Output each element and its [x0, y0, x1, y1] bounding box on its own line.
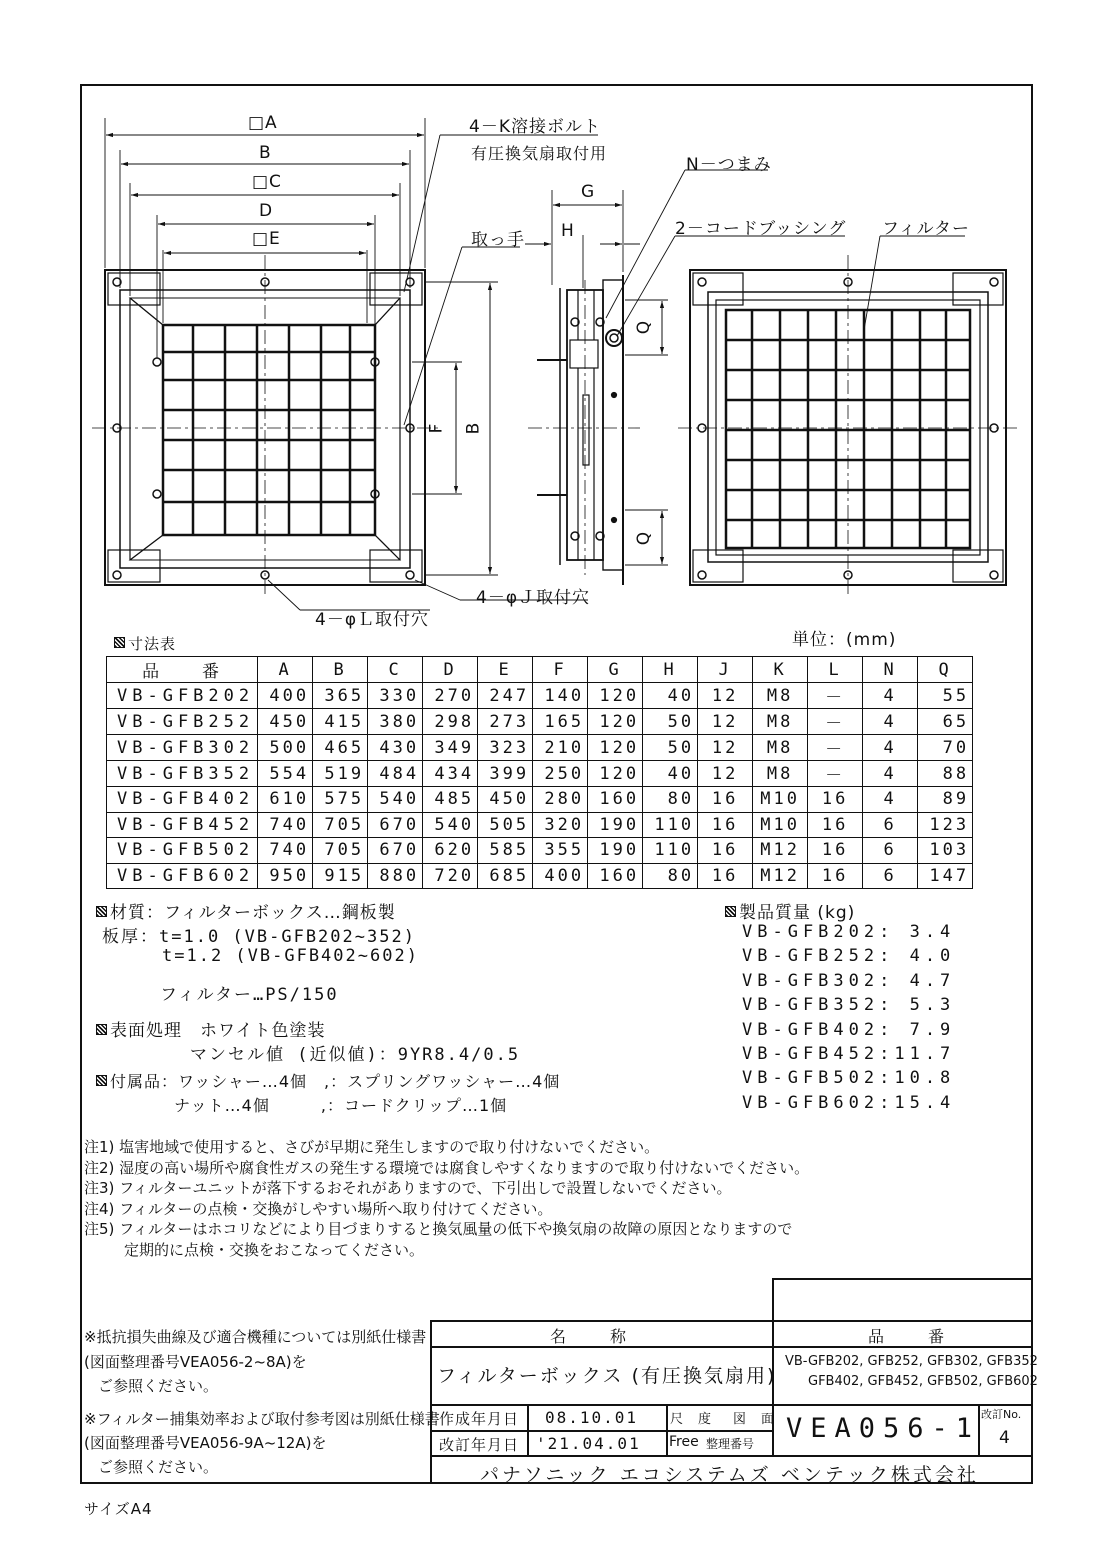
- table-header-cell: A: [258, 657, 313, 683]
- spec-accessories-1-text: 付属品：ワッシャー…4個 ,：スプリングワッシャー…4個: [110, 1072, 561, 1091]
- table-header-cell: D: [423, 657, 478, 683]
- table-cell: 165: [533, 709, 588, 735]
- tb-scale-label: 尺 度: [670, 1412, 713, 1427]
- reference-line: ご参照ください。: [98, 1377, 219, 1395]
- table-cell: 280: [533, 787, 588, 813]
- table-row: [107, 735, 973, 761]
- tb-name-header: 名 称: [550, 1327, 631, 1346]
- weight-item: VB-GFB252: 4.0: [742, 946, 956, 967]
- table-cell: 12: [698, 709, 753, 735]
- table-cell: 40: [643, 683, 698, 709]
- table-cell: 365: [313, 683, 368, 709]
- table-cell: 400: [258, 683, 313, 709]
- dim-label-g: G: [581, 182, 596, 202]
- spec-munsell: マンセル値 (近似値)：9YR8.4/0.5: [190, 1045, 521, 1065]
- dim-label-f: F: [426, 422, 447, 434]
- table-cell: 434: [423, 761, 478, 787]
- tb-line: [772, 1320, 774, 1456]
- table-cell: 585: [478, 838, 533, 864]
- reference-line: ご参照ください。: [98, 1458, 219, 1476]
- dimension-table-title-text: 寸法表: [128, 635, 177, 653]
- weight-item: VB-GFB352: 5.3: [742, 995, 956, 1016]
- section-mark-icon: [96, 1075, 107, 1086]
- table-cell: 12: [698, 735, 753, 761]
- table-cell: M12: [753, 863, 808, 889]
- table-cell: M10: [753, 787, 808, 813]
- spec-accessories-1: [96, 1069, 560, 1092]
- dim-label-h: H: [561, 221, 575, 241]
- table-cell: 16: [698, 812, 753, 838]
- table-cell: 670: [368, 812, 423, 838]
- tb-part-line-2: GFB402, GFB452, GFB502, GFB602: [808, 1374, 1038, 1389]
- weight-item: VB-GFB502:10.8: [742, 1068, 956, 1089]
- bolt-label: 4－K溶接ボルト: [469, 117, 601, 137]
- table-cell: 4: [863, 709, 918, 735]
- table-cell: 210: [533, 735, 588, 761]
- table-cell: 16: [698, 863, 753, 889]
- table-cell: 415: [313, 709, 368, 735]
- table-row: [107, 683, 973, 709]
- tb-revised-label: 改訂年月日: [439, 1436, 520, 1454]
- table-cell: 880: [368, 863, 423, 889]
- tb-line: [430, 1455, 1033, 1457]
- table-cell: 484: [368, 761, 423, 787]
- table-cell: M8: [753, 761, 808, 787]
- table-cell: 147: [918, 863, 973, 889]
- table-cell: 355: [533, 838, 588, 864]
- table-header-cell: K: [753, 657, 808, 683]
- table-cell: 740: [258, 838, 313, 864]
- reference-line: ※抵抗損失曲線及び適合機種については別紙仕様書: [84, 1328, 427, 1346]
- reference-line: (図面整理番号VEA056-9A~12A)を: [84, 1434, 327, 1452]
- table-cell: 323: [478, 735, 533, 761]
- table-cell: 12: [698, 683, 753, 709]
- table-cell: 12: [698, 761, 753, 787]
- table-cell: 250: [533, 761, 588, 787]
- tb-created-date: 08.10.01: [545, 1408, 639, 1427]
- table-cell: 190: [588, 838, 643, 864]
- table-cell: 120: [588, 761, 643, 787]
- table-cell: 16: [808, 838, 863, 864]
- dimension-table-title: [114, 633, 176, 654]
- table-header-cell: 品 番: [107, 657, 258, 683]
- table-cell: 123: [918, 812, 973, 838]
- table-header-cell: H: [643, 657, 698, 683]
- tb-line: [430, 1430, 774, 1432]
- table-cell: 65: [918, 709, 973, 735]
- table-cell: －: [808, 683, 863, 709]
- tb-line: [527, 1404, 529, 1456]
- weight-item: VB-GFB402: 7.9: [742, 1019, 956, 1040]
- table-cell: 519: [313, 761, 368, 787]
- tb-line: [430, 1320, 432, 1484]
- front-view: [92, 118, 598, 610]
- dim-label-q-bottom: Q: [634, 530, 655, 546]
- table-cell: M8: [753, 683, 808, 709]
- reference-line: (図面整理番号VEA056-2~8A)を: [84, 1353, 307, 1371]
- filter-label: フィルター: [882, 219, 970, 239]
- back-view: [678, 236, 1018, 598]
- spec-material: [96, 898, 396, 923]
- dim-label-b-side: B: [463, 421, 484, 435]
- table-cell: 50: [643, 709, 698, 735]
- weights-title-text: 製品質量 (kg): [739, 903, 856, 923]
- weight-item: VB-GFB602:15.4: [742, 1092, 956, 1113]
- table-cell: 685: [478, 863, 533, 889]
- table-cell: VB-GFB602: [107, 863, 258, 889]
- table-cell: VB-GFB452: [107, 812, 258, 838]
- tb-rev-value: 4: [999, 1428, 1011, 1448]
- knob-label: N－つまみ: [686, 155, 772, 175]
- tb-revised-date: '21.04.01: [536, 1434, 641, 1453]
- bushing-label: 2－コードブッシング: [675, 219, 847, 239]
- table-cell: 120: [588, 683, 643, 709]
- table-cell: 160: [588, 787, 643, 813]
- table-cell: VB-GFB302: [107, 735, 258, 761]
- table-cell: VB-GFB502: [107, 838, 258, 864]
- tb-line: [430, 1320, 1033, 1322]
- table-row: [107, 761, 973, 787]
- tb-line: [772, 1278, 1033, 1280]
- table-cell: 120: [588, 735, 643, 761]
- table-cell: 120: [588, 709, 643, 735]
- spec-surface: [96, 1016, 326, 1041]
- table-cell: 40: [643, 761, 698, 787]
- dimension-table: [106, 656, 973, 889]
- weights-title: [725, 898, 855, 923]
- dim-label-c: □C: [252, 172, 282, 192]
- table-cell: 430: [368, 735, 423, 761]
- table-cell: 80: [643, 863, 698, 889]
- table-cell: 4: [863, 761, 918, 787]
- table-cell: 16: [698, 838, 753, 864]
- section-mark-icon: [96, 906, 107, 917]
- tb-drawing-number: VEA056-1: [786, 1413, 981, 1444]
- tb-product-name: フィルターボックス (有圧換気扇用): [437, 1365, 777, 1387]
- table-cell: 705: [313, 812, 368, 838]
- table-header-cell: C: [368, 657, 423, 683]
- table-cell: 740: [258, 812, 313, 838]
- table-cell: 140: [533, 683, 588, 709]
- table-cell: 247: [478, 683, 533, 709]
- table-cell: 88: [918, 761, 973, 787]
- table-cell: 6: [863, 838, 918, 864]
- section-mark-icon: [96, 1024, 107, 1035]
- table-cell: 950: [258, 863, 313, 889]
- table-cell: 16: [808, 863, 863, 889]
- table-cell: －: [808, 761, 863, 787]
- dim-label-q-top: Q: [634, 319, 655, 335]
- table-cell: 540: [368, 787, 423, 813]
- dim-label-b: B: [259, 143, 272, 163]
- table-cell: 190: [588, 812, 643, 838]
- table-cell: 16: [698, 787, 753, 813]
- hole-j-label: 4－φＪ取付穴: [476, 588, 591, 608]
- table-cell: 450: [478, 787, 533, 813]
- table-cell: 4: [863, 735, 918, 761]
- table-cell: 320: [533, 812, 588, 838]
- table-cell: 720: [423, 863, 478, 889]
- table-cell: M8: [753, 735, 808, 761]
- table-cell: －: [808, 709, 863, 735]
- table-cell: VB-GFB352: [107, 761, 258, 787]
- spec-filter: フィルター…PS/150: [160, 985, 339, 1005]
- handle-label: 取っ手: [471, 230, 525, 250]
- table-cell: 505: [478, 812, 533, 838]
- table-cell: 575: [313, 787, 368, 813]
- unit-label: 単位：(mm): [792, 630, 897, 650]
- tb-drawing-label-2: 整理番号: [706, 1437, 755, 1451]
- table-row: [107, 709, 973, 735]
- table-cell: 400: [533, 863, 588, 889]
- weight-item: VB-GFB452:11.7: [742, 1044, 956, 1064]
- table-row: [107, 787, 973, 813]
- table-cell: 160: [588, 863, 643, 889]
- tb-part-line-1: VB-GFB202, GFB252, GFB302, GFB352: [785, 1354, 1038, 1369]
- table-cell: 554: [258, 761, 313, 787]
- table-cell: 399: [478, 761, 533, 787]
- tb-drawing-label: 図 面: [733, 1412, 776, 1427]
- table-cell: VB-GFB202: [107, 683, 258, 709]
- spec-accessories-2: ナット…4個 ,：コードクリップ…1個: [174, 1096, 508, 1115]
- table-header-cell: J: [698, 657, 753, 683]
- note-line: 注2) 湿度の高い場所や腐食性ガスの発生する環境では腐食しやすくなりますので取り付けないでください。: [84, 1158, 810, 1177]
- dim-label-e: □E: [252, 229, 281, 249]
- table-header-cell: B: [313, 657, 368, 683]
- note-line: 注1) 塩害地域で使用すると、さびが早期に発生しますので取り付けないでください。: [84, 1138, 660, 1156]
- reference-line: ※フィルター捕集効率および取付参考図は別紙仕様書: [84, 1410, 440, 1428]
- table-cell: 465: [313, 735, 368, 761]
- table-row: [107, 838, 973, 864]
- table-cell: 705: [313, 838, 368, 864]
- table-cell: 89: [918, 787, 973, 813]
- table-header-cell: F: [533, 657, 588, 683]
- table-header-cell: N: [863, 657, 918, 683]
- table-cell: 6: [863, 812, 918, 838]
- table-header-cell: Q: [918, 657, 973, 683]
- table-cell: M10: [753, 812, 808, 838]
- table-cell: 110: [643, 812, 698, 838]
- dim-label-d: D: [259, 201, 274, 221]
- weight-item: VB-GFB302: 4.7: [742, 970, 956, 991]
- tb-created-label: 作成年月日: [439, 1410, 520, 1428]
- spec-surface-text: 表面処理 ホワイト色塗装: [110, 1021, 326, 1041]
- table-cell: 16: [808, 787, 863, 813]
- table-cell: 50: [643, 735, 698, 761]
- tb-scale-value: Free: [669, 1434, 699, 1450]
- bolt-sub-label: 有圧換気扇取付用: [471, 144, 608, 163]
- table-cell: 298: [423, 709, 478, 735]
- table-cell: 610: [258, 787, 313, 813]
- paper-size: サイズA4: [84, 1500, 153, 1518]
- table-cell: 80: [643, 787, 698, 813]
- note-line: 注4) フィルターの点検・交換がしやすい場所へ取り付けてください。: [84, 1199, 553, 1218]
- tb-line: [772, 1278, 774, 1322]
- table-cell: 485: [423, 787, 478, 813]
- tb-rev-label: 改訂No.: [981, 1408, 1022, 1421]
- table-header-cell: L: [808, 657, 863, 683]
- table-header-row: [107, 657, 973, 683]
- table-row: [107, 863, 973, 889]
- tb-company: パナソニック エコシステムズ ベンテック株式会社: [480, 1464, 979, 1486]
- table-cell: VB-GFB402: [107, 787, 258, 813]
- note-line: 定期的に点検・交換をおこなってください。: [124, 1240, 425, 1259]
- table-header-cell: E: [478, 657, 533, 683]
- table-cell: M12: [753, 838, 808, 864]
- section-mark-icon: [114, 637, 125, 648]
- table-cell: 4: [863, 787, 918, 813]
- note-line: 注5) フィルターはホコリなどにより目づまりすると換気風量の低下や換気扇の故障の原因となりますので: [84, 1220, 793, 1238]
- spec-thickness-2: t=1.2 (VB-GFB402~602): [162, 946, 419, 966]
- table-cell: 380: [368, 709, 423, 735]
- weight-item: VB-GFB202: 3.4: [742, 922, 956, 942]
- table-cell: 670: [368, 838, 423, 864]
- dim-label-a: □A: [248, 113, 278, 133]
- table-cell: 273: [478, 709, 533, 735]
- table-cell: 70: [918, 735, 973, 761]
- table-cell: 110: [643, 838, 698, 864]
- table-cell: 55: [918, 683, 973, 709]
- table-body: [107, 683, 973, 889]
- table-cell: 270: [423, 683, 478, 709]
- table-header-cell: G: [588, 657, 643, 683]
- hole-l-label: 4－φＬ取付穴: [315, 610, 430, 630]
- table-cell: 349: [423, 735, 478, 761]
- tb-part-header: 品 番: [868, 1327, 949, 1346]
- table-cell: 4: [863, 683, 918, 709]
- table-cell: 103: [918, 838, 973, 864]
- table-cell: 450: [258, 709, 313, 735]
- table-cell: VB-GFB252: [107, 709, 258, 735]
- table-cell: 6: [863, 863, 918, 889]
- table-row: [107, 812, 973, 838]
- spec-thickness-1: 板厚：t=1.0 (VB-GFB202~352): [102, 927, 416, 947]
- table-cell: 915: [313, 863, 368, 889]
- tb-line: [430, 1404, 1033, 1406]
- table-cell: 330: [368, 683, 423, 709]
- section-mark-icon: [725, 906, 736, 917]
- table-cell: －: [808, 735, 863, 761]
- table-cell: 540: [423, 812, 478, 838]
- tb-line: [666, 1404, 668, 1456]
- table-cell: M8: [753, 709, 808, 735]
- spec-material-text: 材質：フィルターボックス…鋼板製: [110, 903, 396, 923]
- table-cell: 16: [808, 812, 863, 838]
- note-line: 注3) フィルターユニットが落下するおそれがありますので、下引出しで設置しないでください。: [84, 1179, 732, 1197]
- table-cell: 500: [258, 735, 313, 761]
- table-cell: 620: [423, 838, 478, 864]
